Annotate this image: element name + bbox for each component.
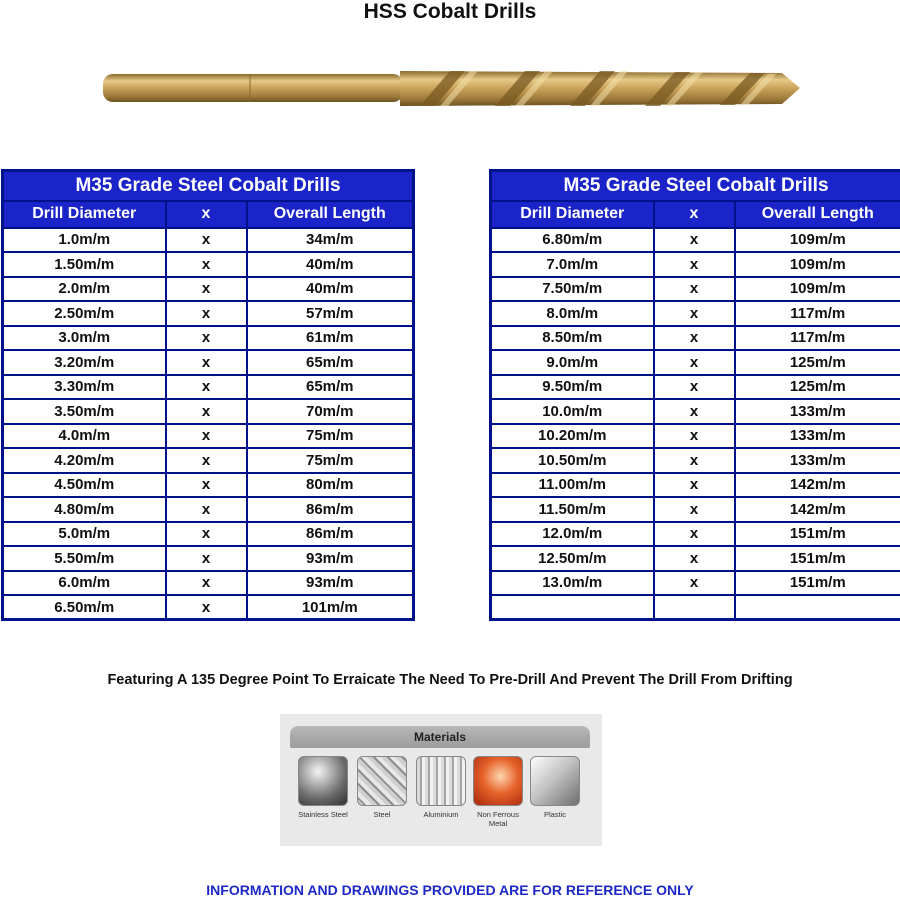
aluminium-icon: [416, 756, 466, 806]
table-row: [491, 277, 900, 302]
cell-diameter: 8.0m/m: [491, 301, 654, 326]
steel-icon: [357, 756, 407, 806]
drill-bit-graphic: [100, 64, 802, 114]
material-label: Steel: [373, 810, 391, 819]
cell-length: 117m/m: [735, 301, 900, 326]
table-row: [3, 228, 414, 253]
cell-x: x: [166, 473, 247, 498]
cell-x: x: [654, 228, 735, 253]
cell-length: [735, 595, 900, 620]
column-header-x: x: [654, 201, 735, 228]
cell-length: 57m/m: [247, 301, 414, 326]
table-row: [491, 301, 900, 326]
cell-diameter: 10.0m/m: [491, 399, 654, 424]
material-label: Stainless Steel: [298, 810, 348, 819]
cell-x: x: [166, 424, 247, 449]
cell-x: x: [654, 277, 735, 302]
table-row: [491, 546, 900, 571]
cell-x: x: [166, 326, 247, 351]
cell-diameter: 10.50m/m: [491, 448, 654, 473]
column-header-length: Overall Length: [735, 201, 900, 228]
cell-diameter: 11.00m/m: [491, 473, 654, 498]
cell-length: 142m/m: [735, 473, 900, 498]
material-steel: [355, 756, 409, 819]
cell-x: x: [166, 228, 247, 253]
cell-length: 34m/m: [247, 228, 414, 253]
table-title: M35 Grade Steel Cobalt Drills: [491, 171, 900, 201]
non-ferrous-metal-icon: [473, 756, 523, 806]
column-header-x: x: [166, 201, 247, 228]
cell-diameter: 10.20m/m: [491, 424, 654, 449]
cell-length: 125m/m: [735, 350, 900, 375]
cell-diameter: 3.0m/m: [3, 326, 166, 351]
cell-diameter: 2.50m/m: [3, 301, 166, 326]
cell-length: 40m/m: [247, 252, 414, 277]
cell-diameter: 3.50m/m: [3, 399, 166, 424]
cell-length: 75m/m: [247, 448, 414, 473]
cell-diameter: 4.50m/m: [3, 473, 166, 498]
cell-x: [654, 595, 735, 620]
cell-length: 142m/m: [735, 497, 900, 522]
cell-x: x: [166, 375, 247, 400]
table-row: [491, 350, 900, 375]
cell-length: 80m/m: [247, 473, 414, 498]
material-label: Non Ferrous Metal: [477, 810, 519, 828]
table-row: [3, 571, 414, 596]
material-label: Plastic: [543, 810, 567, 819]
drill-bit-image: [100, 64, 802, 114]
cell-x: x: [166, 301, 247, 326]
cell-diameter: 3.20m/m: [3, 350, 166, 375]
cell-length: 109m/m: [735, 277, 900, 302]
disclaimer-text: INFORMATION AND DRAWINGS PROVIDED ARE FOR REFERENCE ONLY: [206, 882, 694, 898]
cell-x: x: [166, 546, 247, 571]
cell-diameter: 13.0m/m: [491, 571, 654, 596]
material-non-ferrous-metal: [471, 756, 525, 828]
cell-diameter: 11.50m/m: [491, 497, 654, 522]
table-body: [491, 228, 900, 620]
cell-x: x: [166, 277, 247, 302]
table-row: [491, 571, 900, 596]
cell-x: x: [166, 252, 247, 277]
cell-x: x: [654, 522, 735, 547]
cell-length: 117m/m: [735, 326, 900, 351]
cell-diameter: 3.30m/m: [3, 375, 166, 400]
cell-length: 101m/m: [247, 595, 414, 620]
table-row: [491, 399, 900, 424]
cell-diameter: [491, 595, 654, 620]
table-row: [3, 424, 414, 449]
table-row: [3, 522, 414, 547]
cell-x: x: [166, 595, 247, 620]
cell-diameter: 6.80m/m: [491, 228, 654, 253]
drill-table-right: [489, 169, 900, 621]
cell-diameter: 6.0m/m: [3, 571, 166, 596]
table-row: [3, 473, 414, 498]
cell-length: 133m/m: [735, 448, 900, 473]
cell-x: x: [654, 448, 735, 473]
table-row: [491, 375, 900, 400]
table-row: [491, 228, 900, 253]
cell-diameter: 5.0m/m: [3, 522, 166, 547]
material-plastic: [528, 756, 582, 819]
table-row: [491, 497, 900, 522]
table-body: [3, 228, 414, 620]
table-row: [491, 424, 900, 449]
cell-length: 151m/m: [735, 546, 900, 571]
cell-diameter: 1.50m/m: [3, 252, 166, 277]
cell-diameter: 5.50m/m: [3, 546, 166, 571]
table-row: [3, 277, 414, 302]
cell-diameter: 2.0m/m: [3, 277, 166, 302]
table-row: [491, 522, 900, 547]
cell-diameter: 7.50m/m: [491, 277, 654, 302]
cell-x: x: [654, 571, 735, 596]
table-title: M35 Grade Steel Cobalt Drills: [3, 171, 414, 201]
cell-x: x: [166, 399, 247, 424]
table-row: [3, 448, 414, 473]
table-row: [491, 595, 900, 620]
stainless-steel-icon: [298, 756, 348, 806]
table-row: [3, 301, 414, 326]
column-header-length: Overall Length: [247, 201, 414, 228]
material-label: Aluminium: [423, 810, 459, 819]
cell-diameter: 1.0m/m: [3, 228, 166, 253]
column-header-diameter: Drill Diameter: [491, 201, 654, 228]
cell-x: x: [166, 497, 247, 522]
table-row: [3, 350, 414, 375]
cell-diameter: 7.0m/m: [491, 252, 654, 277]
table-row: [3, 252, 414, 277]
cell-x: x: [654, 252, 735, 277]
table-row: [3, 497, 414, 522]
cell-length: 133m/m: [735, 399, 900, 424]
plastic-icon: [530, 756, 580, 806]
table-row: [491, 252, 900, 277]
cell-x: x: [654, 546, 735, 571]
cell-length: 86m/m: [247, 497, 414, 522]
cell-length: 86m/m: [247, 522, 414, 547]
materials-panel: [280, 714, 602, 846]
cell-length: 65m/m: [247, 350, 414, 375]
cell-x: x: [654, 375, 735, 400]
cell-x: x: [654, 350, 735, 375]
cell-length: 61m/m: [247, 326, 414, 351]
cell-length: 133m/m: [735, 424, 900, 449]
cell-length: 40m/m: [247, 277, 414, 302]
feature-text: Featuring A 135 Degree Point To Erraicate The Need To Pre-Drill And Prevent The Drill From Drifting: [107, 672, 793, 688]
cell-x: x: [166, 571, 247, 596]
page-title: HSS Cobalt Drills: [363, 0, 537, 23]
cell-diameter: 12.50m/m: [491, 546, 654, 571]
cell-diameter: 9.50m/m: [491, 375, 654, 400]
table-row: [3, 399, 414, 424]
cell-length: 151m/m: [735, 522, 900, 547]
cell-x: x: [654, 424, 735, 449]
cell-diameter: 4.20m/m: [3, 448, 166, 473]
cell-length: 70m/m: [247, 399, 414, 424]
table-row: [491, 326, 900, 351]
table-row: [3, 375, 414, 400]
cell-diameter: 9.0m/m: [491, 350, 654, 375]
material-stainless-steel: [296, 756, 350, 819]
cell-diameter: 8.50m/m: [491, 326, 654, 351]
cell-x: x: [654, 301, 735, 326]
drill-table-left: [1, 169, 415, 621]
cell-x: x: [654, 326, 735, 351]
cell-diameter: 12.0m/m: [491, 522, 654, 547]
cell-length: 75m/m: [247, 424, 414, 449]
cell-x: x: [654, 497, 735, 522]
materials-title: Materials: [290, 726, 590, 748]
table-row: [3, 546, 414, 571]
table-row: [491, 448, 900, 473]
cell-x: x: [166, 522, 247, 547]
cell-length: 93m/m: [247, 571, 414, 596]
cell-diameter: 4.80m/m: [3, 497, 166, 522]
table-row: [3, 595, 414, 620]
cell-length: 93m/m: [247, 546, 414, 571]
table-row: [3, 326, 414, 351]
cell-length: 151m/m: [735, 571, 900, 596]
table-row: [491, 473, 900, 498]
cell-length: 109m/m: [735, 228, 900, 253]
cell-diameter: 4.0m/m: [3, 424, 166, 449]
cell-diameter: 6.50m/m: [3, 595, 166, 620]
cell-length: 65m/m: [247, 375, 414, 400]
cell-x: x: [166, 350, 247, 375]
cell-length: 109m/m: [735, 252, 900, 277]
cell-x: x: [166, 448, 247, 473]
column-header-diameter: Drill Diameter: [3, 201, 166, 228]
material-aluminium: [414, 756, 468, 819]
cell-x: x: [654, 473, 735, 498]
cell-length: 125m/m: [735, 375, 900, 400]
cell-x: x: [654, 399, 735, 424]
